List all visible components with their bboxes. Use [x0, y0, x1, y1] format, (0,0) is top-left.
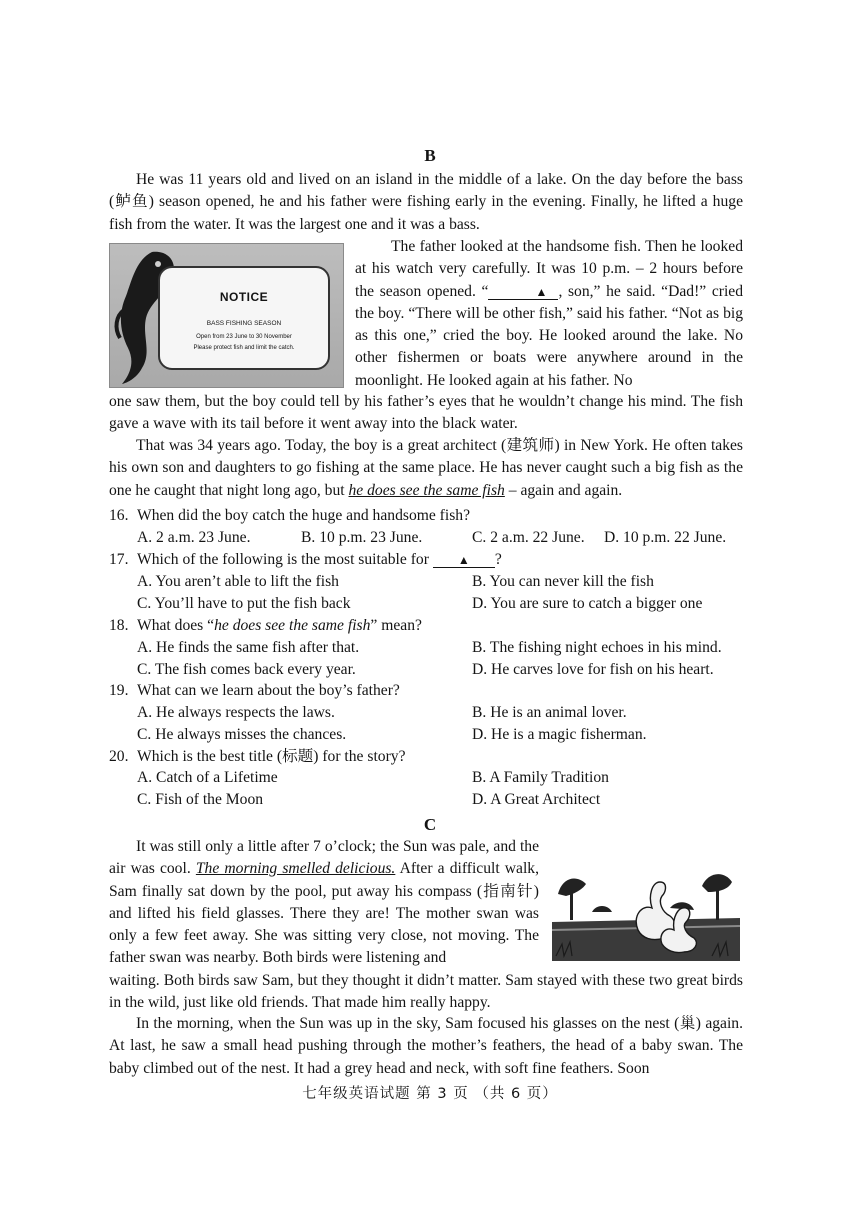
option-18-b: B. The fishing night echoes in his mind.	[472, 639, 722, 656]
notice-board	[158, 266, 330, 370]
option-20-c: C. Fish of the Moon	[137, 791, 264, 808]
section-c-paragraph-2: In the morning, when the Sun was up in the sky, Sam focused his glasses on the nest (巢) again. At last, he saw a small head pushing through the mother’s feathers, the head of a baby swan. The baby climbed out of the nest. It had a grey head and neck, with soft fine feathers. Soon	[109, 1015, 743, 1077]
option-18-c: C. The fish comes back every year.	[137, 661, 356, 678]
paragraph-2-text-a: The father looked at the handsome fish. Then he looked at his watch very carefully. It was 10 p.m. – 2 hours before the season opened. “	[355, 238, 743, 300]
paragraph-3-text-a: That was 34 years ago. Today, the boy is a great architect (建筑师) in New York. He often takes his own son and daughters to go fishing at the same place. He has never caught such a big fish as the one he caught that night long ago, but	[109, 437, 743, 499]
question-stem-end: ?	[494, 551, 502, 568]
underlined-phrase: he does see the same fish	[348, 481, 505, 499]
section-c-heading: C	[423, 815, 437, 834]
option-17-a: A. You aren’t able to lift the fish	[137, 573, 339, 590]
answer-blank: ▲	[488, 285, 558, 300]
section-c-paragraph-1-continued: waiting. Both birds saw Sam, but they thought it didn’t matter. Sam stayed with these two great birds in the wild, just like old friends. That made him really happy.	[109, 972, 743, 1012]
section-b-paragraph-3	[109, 435, 743, 502]
question-stem-italic: he does see the same fish	[214, 617, 371, 634]
question-stem-b: ” mean?	[370, 617, 422, 634]
option-16-b: B. 10 p.m. 23 June.	[301, 529, 423, 546]
option-16-a: A. 2 a.m. 23 June.	[137, 529, 251, 546]
question-stem	[137, 615, 422, 637]
option-20-d: D. A Great Architect	[472, 791, 601, 808]
swan-image	[552, 860, 740, 961]
page-footer: 七年级英语试题 第 3 页 （共 6 页）	[302, 1086, 558, 1102]
notice-line-1: BASS FISHING SEASON	[206, 320, 282, 327]
option-17-b: B. You can never kill the fish	[472, 573, 654, 590]
section-c-paragraph-1	[109, 836, 539, 970]
question-19	[109, 680, 749, 702]
paragraph-c1-text-b: After a difficult walk, Sam finally sat down by the pool, put away his compass (指南针) and lifted his field glasses. There they are! The mother swan was only a few feet away. She was sitting very close, not moving. The father swan was nearby. Both birds were listening and	[109, 860, 540, 967]
underlined-sentence: The morning smelled delicious.	[195, 860, 396, 878]
question-20	[109, 746, 749, 768]
question-stem: Which is the best title (标题) for the story?	[137, 748, 406, 765]
question-number: 20.	[109, 748, 129, 765]
paragraph-3-text-b: – again and again.	[504, 481, 623, 499]
section-b-paragraph-2-continued: one saw them, but the boy could tell by his father’s eyes that he wouldn’t change his mind. The fish gave a wave with its tail before it went away into the black water.	[109, 393, 743, 433]
notice-line-2: Open from 23 June to 30 November	[196, 334, 292, 340]
notice-line-3: Please protect fish and limit the catch.	[193, 345, 295, 351]
question-stem-a: What does “	[137, 617, 215, 634]
option-16-c: C. 2 a.m. 22 June.	[472, 529, 585, 546]
notice-title: NOTICE	[219, 290, 269, 304]
option-20-a: A. Catch of a Lifetime	[137, 769, 278, 786]
question-stem: What can we learn about the boy’s father?	[137, 682, 400, 699]
option-18-a: A. He finds the same fish after that.	[137, 639, 360, 656]
paragraph-2-text-b: , son,” he said. “Dad!” cried the boy. “There will be other fish,” said his father. “Not as big as this one,” cried the boy. He looked around the lake. No other fishermen or boats were anywhere around in the moonlight. He looked again at his father. No	[355, 282, 743, 389]
question-number: 18.	[109, 617, 129, 634]
option-18-d: D. He carves love for fish on his heart.	[472, 661, 714, 678]
notice-image	[109, 243, 344, 388]
paragraph-c1-text-a: It was still only a little after 7 o’clock; the Sun was pale, and the air was cool.	[109, 838, 539, 878]
section-b-paragraph-2	[355, 236, 743, 392]
question-stem: When did the boy catch the huge and handsome fish?	[137, 507, 470, 524]
question-stem	[137, 549, 502, 571]
question-stem-text: Which of the following is the most suitable for	[137, 551, 429, 568]
option-20-b: B. A Family Tradition	[472, 769, 609, 786]
question-number: 19.	[109, 682, 129, 699]
option-19-a: A. He always respects the laws.	[137, 704, 335, 721]
section-b-heading: B	[424, 146, 436, 165]
option-16-d: D. 10 p.m. 22 June.	[604, 529, 727, 546]
option-19-d: D. He is a magic fisherman.	[472, 726, 647, 743]
option-17-c: C. You’ll have to put the fish back	[137, 595, 351, 612]
question-18	[109, 615, 749, 637]
option-19-c: C. He always misses the chances.	[137, 726, 347, 743]
question-blank: ▲	[433, 553, 495, 568]
section-b-paragraph-1: He was 11 years old and lived on an island in the middle of a lake. On the day before the bass (鲈鱼) season opened, he and his father were fishing early in the evening. Finally, he lifted a huge fish from the water. It was the largest one and it was a bass.	[109, 171, 743, 233]
question-number: 17.	[109, 551, 129, 568]
question-number: 16.	[109, 507, 129, 524]
option-17-d: D. You are sure to catch a bigger one	[472, 595, 703, 612]
question-17	[109, 549, 749, 571]
question-16	[109, 505, 749, 527]
swans-illustration	[552, 860, 740, 961]
option-19-b: B. He is an animal lover.	[472, 704, 627, 721]
